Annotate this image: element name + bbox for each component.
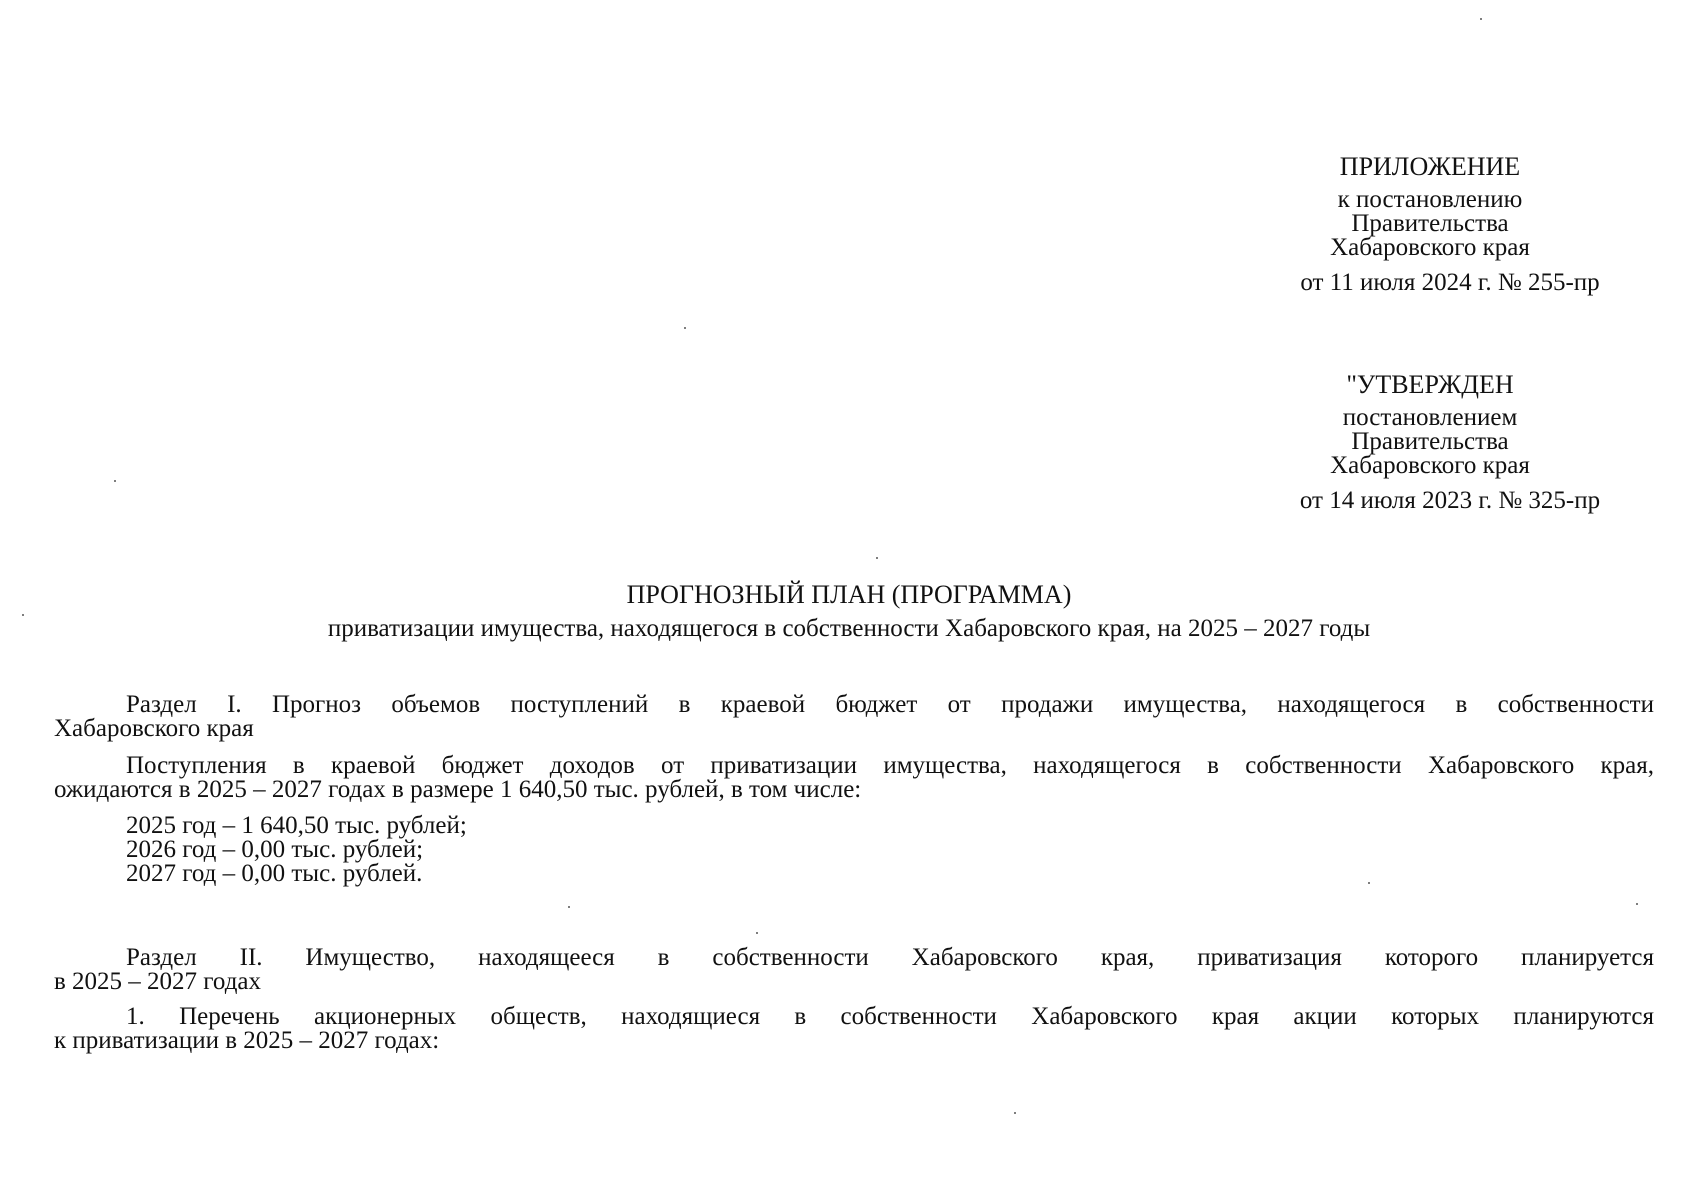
scan-speck (756, 932, 758, 934)
document-subtitle: приватизации имущества, находящегося в собственности Хабаровского края, на 2025 – 2027 годы (327, 615, 1371, 642)
approved-heading: "УТВЕРЖДЕН (1346, 370, 1514, 399)
appendix-heading: ПРИЛОЖЕНИЕ (1339, 152, 1521, 181)
scan-speck (1480, 18, 1482, 20)
appendix-header (1240, 152, 1640, 298)
scan-speck (1368, 882, 1370, 884)
section-1-heading-line-1: Раздел I. Прогноз объемов поступлений в краевой бюджет от продажи имущества, находящегося в собственности (126, 691, 1654, 718)
scan-speck (1636, 903, 1638, 905)
appendix-line-1: к постановлению (1337, 186, 1523, 213)
section-2-item-1-line-2: к приватизации в 2025 – 2027 годах: (54, 1027, 440, 1054)
appendix-line-3: Хабаровского края (1330, 234, 1530, 261)
section-1-text-line-1: Поступления в краевой бюджет доходов от приватизации имущества, находящегося в собственности Хабаровского края, (126, 752, 1654, 779)
approved-header (1240, 370, 1640, 516)
scan-speck (876, 557, 878, 559)
scan-speck (114, 480, 116, 482)
section-1-text (54, 754, 1654, 802)
scan-speck (22, 614, 24, 616)
section-1-text-line-2: ожидаются в 2025 – 2027 годах в размере 1 640,50 тыс. рублей, в том числе: (54, 776, 862, 803)
section-2-item-1 (54, 1005, 1654, 1053)
approved-line-3: Хабаровского края (1330, 452, 1530, 479)
section-2-heading (54, 946, 1654, 994)
approved-date: от 14 июля 2023 г. № 325-пр (1299, 487, 1601, 514)
section-2-heading-line-2: в 2025 – 2027 годах (54, 968, 262, 995)
scan-speck (1014, 1112, 1016, 1114)
section-2-heading-line-1: Раздел II. Имущество, находящееся в собственности Хабаровского края, приватизация которого планируется (126, 944, 1654, 971)
appendix-date: от 11 июля 2024 г. № 255-пр (1300, 269, 1600, 296)
section-2-item-1-line-1: 1. Перечень акционерных обществ, находящиеся в собственности Хабаровского края акции которых планируются (126, 1003, 1654, 1030)
scan-speck (568, 906, 570, 908)
list-item: 2026 год – 0,00 тыс. рублей; (126, 836, 424, 863)
approved-line-1: постановлением (1342, 404, 1518, 431)
section-1-heading-line-2: Хабаровского края (54, 715, 254, 742)
list-item: 2025 год – 1 640,50 тыс. рублей; (126, 812, 467, 839)
document-title: ПРОГНОЗНЫЙ ПЛАН (ПРОГРАММА) (626, 580, 1072, 609)
revenue-by-year-list (126, 814, 467, 886)
scan-speck (684, 327, 686, 329)
list-item: 2027 год – 0,00 тыс. рублей. (126, 860, 423, 887)
appendix-line-2: Правительства (1351, 210, 1509, 237)
section-1-heading (54, 693, 1654, 741)
approved-line-2: Правительства (1351, 428, 1509, 455)
